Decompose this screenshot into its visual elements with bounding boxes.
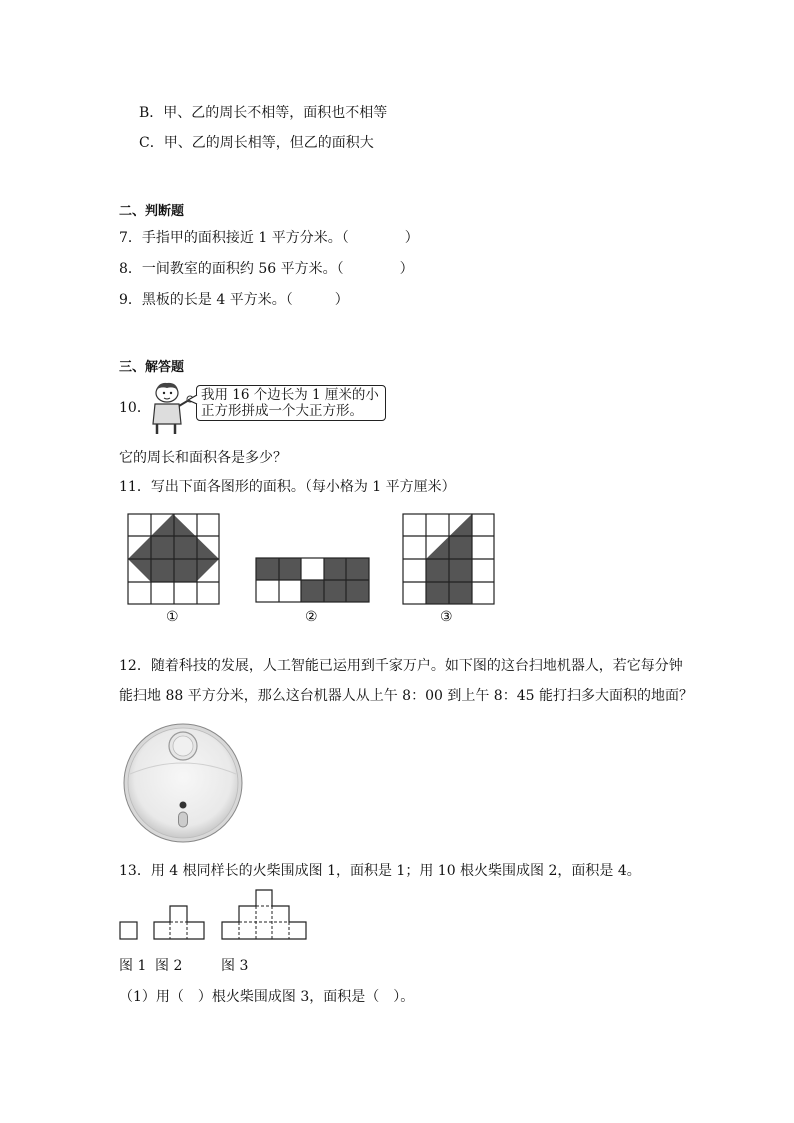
question-12-line-1: 12．随着科技的发展，人工智能已运用到千家万户。如下图的这台扫地机器人，若它每分钟 [119, 658, 683, 674]
figure-3-shape-matches [222, 890, 306, 939]
speech-bubble [196, 385, 386, 421]
figure-label-2: 图 2 [155, 958, 183, 974]
question-9: 9．黑板的长是 4 平方米。（ ） [119, 292, 349, 308]
grid-figure-3 [402, 513, 498, 607]
question-13: 13．用 4 根同样长的火柴围成图 1，面积是 1；用 10 根火柴围成图 2，面积是 4。 [119, 863, 641, 879]
speech-bubble-tail [188, 395, 198, 405]
question-10-text: 它的周长和面积各是多少？ [119, 450, 287, 466]
question-10-number: 10． [119, 400, 151, 416]
figure-1-square [120, 922, 137, 939]
question-13-sub-1: （1）用（ ）根火柴围成图 3，面积是（ ）。 [119, 989, 415, 1005]
question-12-line-2: 能扫地 88 平方分米，那么这台机器人从上午 8：00 到上午 8：45 能打扫多大面积的地面？ [119, 688, 693, 704]
option-b: B．甲、乙的周长不相等，面积也不相等 [139, 105, 388, 121]
figure-label-1: 图 1 [119, 958, 147, 974]
speech-bubble-line-1: 我用 16 个边长为 1 厘米的小 [201, 387, 379, 403]
matchstick-figures [118, 886, 310, 942]
figure-2-label: ② [305, 609, 318, 625]
grid-figure-2 [255, 557, 371, 605]
question-7: 7．手指甲的面积接近 1 平方分米。（ ） [119, 230, 419, 246]
question-11: 11．写出下面各图形的面积。（每小格为 1 平方厘米） [119, 479, 456, 495]
figure-2-shape-matches [154, 906, 204, 939]
section-3-title: 三、解答题 [119, 360, 185, 375]
figure-3-label: ③ [440, 609, 453, 625]
section-2-title: 二、判断题 [119, 204, 185, 219]
question-8: 8．一间教室的面积约 56 平方米。（ ） [119, 261, 414, 277]
robot-vacuum-image [120, 722, 246, 844]
option-c: C．甲、乙的周长相等，但乙的面积大 [139, 135, 374, 151]
figure-1-label: ① [166, 609, 179, 625]
boy-illustration [145, 380, 197, 436]
figure-label-3: 图 3 [221, 958, 249, 974]
grid-figure-1 [127, 513, 223, 607]
speech-bubble-line-2: 正方形拼成一个大正方形。 [201, 403, 363, 419]
